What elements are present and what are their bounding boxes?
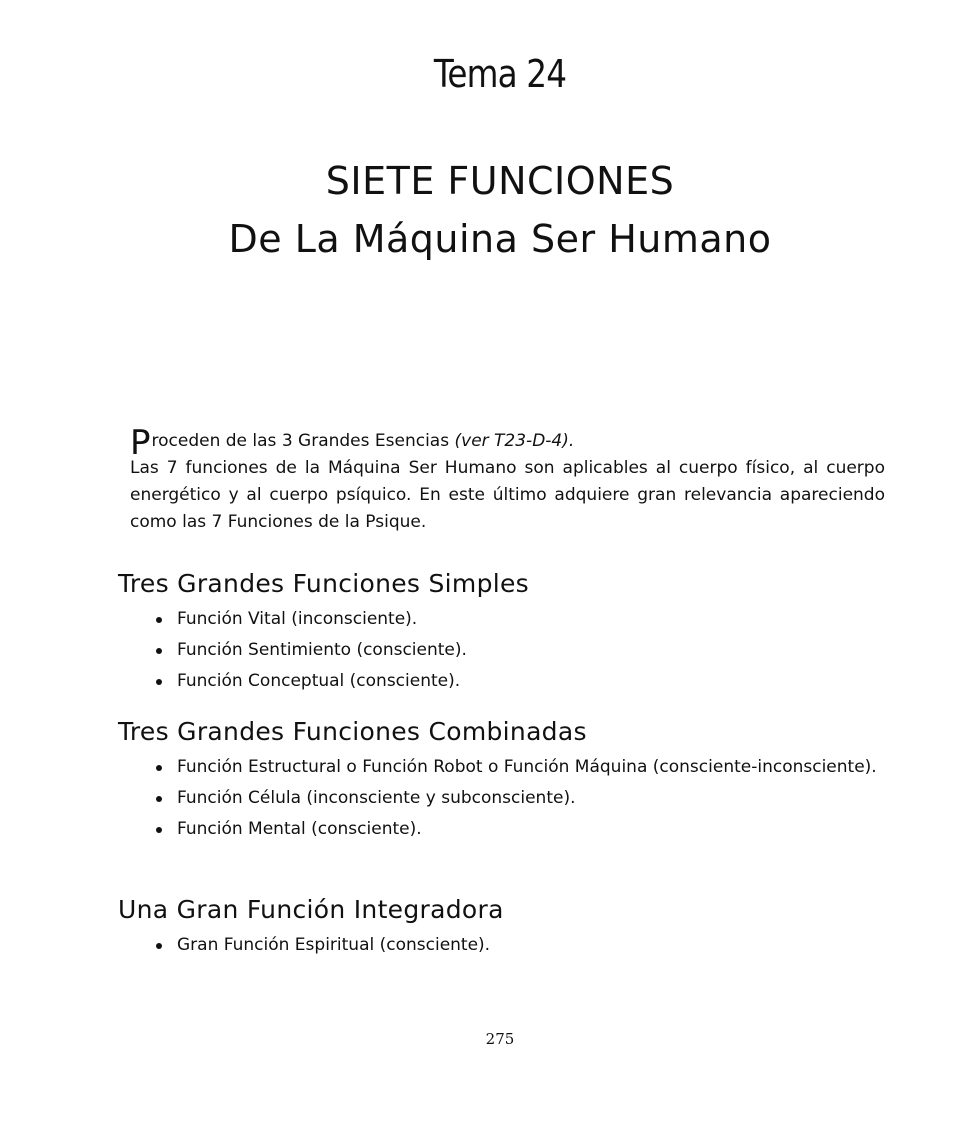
section-heading: Tres Grandes Funciones Simples [118,569,529,598]
list-item: Función Sentimiento (consciente). [154,637,888,664]
title-line-1: SIETE FUNCIONES [325,159,675,203]
section-simple-functions [118,566,888,699]
intro-body-text: Las 7 funciones de la Máquina Ser Humano son aplicables al cuerpo físico, al cuerpo energético y al cuerpo psíquico. En este último adquiere gran relevancia apareciendo como las 7 Funciones de la Psique. [130,458,885,532]
bullet-list [118,754,888,843]
page-number: 275 [485,1030,515,1048]
list-item: Función Mental (consciente). [154,816,888,843]
section-integrating-function [118,892,888,963]
title-line-2: De La Máquina Ser Humano [228,217,772,261]
intro-first-line-text: roceden de las 3 Grandes Esencias [151,431,455,451]
list-item: Función Estructural o Función Robot o Función Máquina (consciente-inconsciente). [154,754,888,781]
intro-paragraph [130,423,885,536]
list-item: Gran Función Espiritual (consciente). [154,932,888,959]
bullet-list [118,932,888,959]
list-item: Función Vital (inconsciente). [154,606,888,633]
section-heading: Tres Grandes Funciones Combinadas [118,717,587,746]
section-combined-functions [118,714,888,847]
list-item: Función Célula (inconsciente y subconsciente). [154,785,888,812]
section-heading: Una Gran Función Integradora [118,895,504,924]
list-item: Función Conceptual (consciente). [154,668,888,695]
drop-cap: P [130,423,151,463]
intro-first-line [130,423,885,463]
chapter-label: Tema 24 [433,52,567,96]
page-title [0,152,980,268]
bullet-list [118,606,888,695]
intro-reference: (ver T23-D-4). [454,431,575,451]
